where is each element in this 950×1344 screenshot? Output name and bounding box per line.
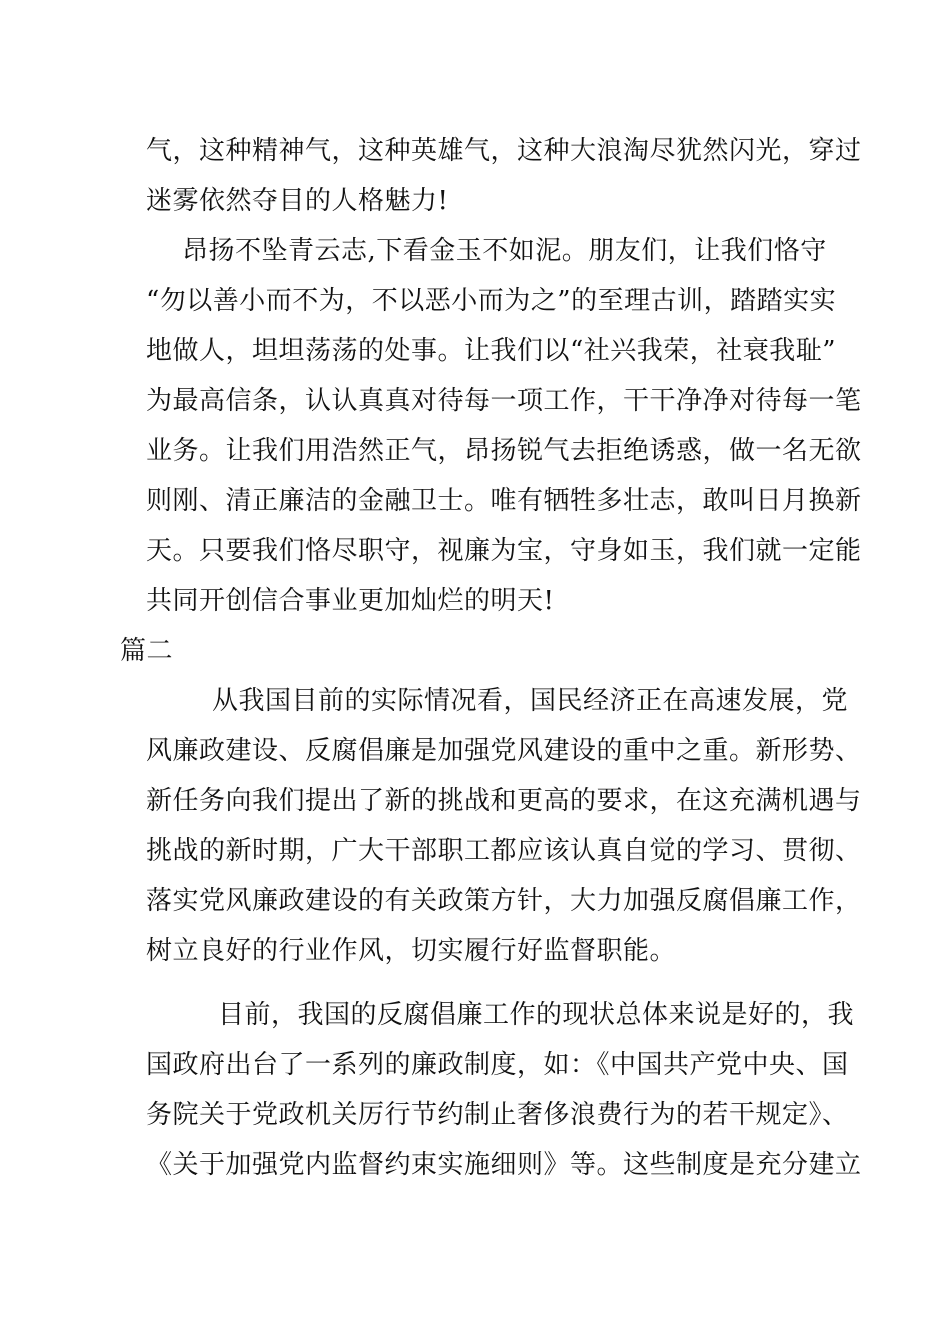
- text-line: 务院关于党政机关厉行节约制止奢侈浪费行为的若干规定》、: [146, 1100, 849, 1130]
- text-line: 《关于加强党内监督约束实施细则》等。这些制度是充分建立: [146, 1150, 862, 1180]
- text-line: 风廉政建设、反腐倡廉是加强党风建设的重中之重。新形势、: [146, 736, 862, 766]
- text-line: 新任务向我们提出了新的挑战和更高的要求，在这充满机遇与: [146, 786, 862, 816]
- paragraph-first-line: 从我国目前的实际情况看，国民经济正在高速发展，党: [212, 686, 849, 716]
- text-line: 为最高信条，认认真真对待每一项工作，干干净净对待每一笔: [146, 386, 862, 416]
- paragraph-first-line: 目前，我国的反腐倡廉工作的现状总体来说是好的，我: [218, 1000, 855, 1030]
- paragraph-first-line: 昂扬不坠青云志,下看金玉不如泥。朋友们，让我们恪守: [182, 236, 827, 266]
- text-line: 迷雾依然夺目的人格魅力!: [146, 186, 449, 216]
- text-line: 共同开创信合事业更加灿烂的明天!: [146, 586, 555, 616]
- text-line: 地做人，坦坦荡荡的处事。让我们以“社兴我荣，社衰我耻”: [146, 336, 837, 366]
- text-line: 气，这种精神气，这种英雄气，这种大浪淘尽犹然闪光，穿过: [146, 136, 862, 166]
- text-line: “勿以善小而不为，不以恶小而为之”的至理古训，踏踏实实: [146, 286, 837, 316]
- section-heading: 篇二: [120, 636, 174, 666]
- text-line: 则刚、清正廉洁的金融卫士。唯有牺牲多壮志，敢叫日月换新: [146, 486, 862, 516]
- text-line: 挑战的新时期，广大干部职工都应该认真自觉的学习、贯彻、: [146, 836, 862, 866]
- text-line: 业务。让我们用浩然正气，昂扬锐气去拒绝诱惑，做一名无欲: [146, 436, 862, 466]
- text-line: 树立良好的行业作风，切实履行好监督职能。: [146, 936, 677, 966]
- text-line: 天。只要我们恪尽职守，视廉为宝，守身如玉，我们就一定能: [146, 536, 862, 566]
- text-line: 国政府出台了一系列的廉政制度，如：《中国共产党中央、国: [146, 1050, 849, 1080]
- text-line: 落实党风廉政建设的有关政策方针，大力加强反腐倡廉工作，: [146, 886, 862, 916]
